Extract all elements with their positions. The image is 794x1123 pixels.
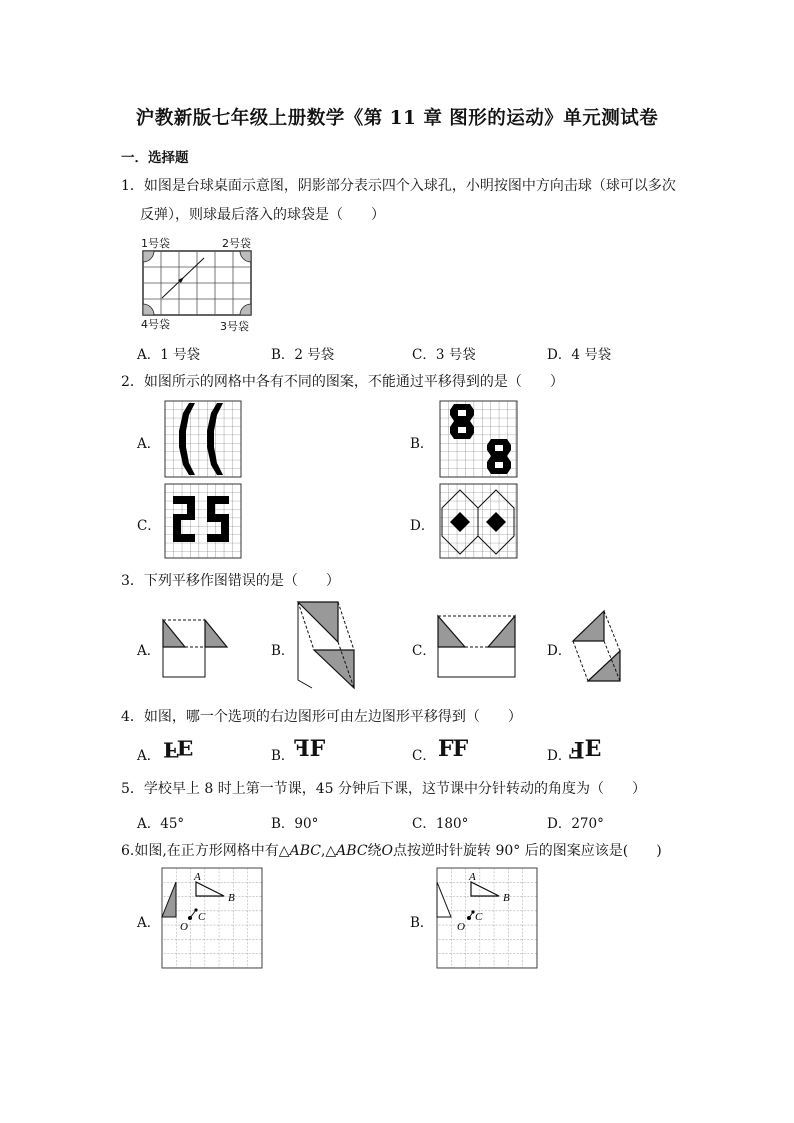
pocket-label-2: 2号袋 xyxy=(222,237,251,250)
q5-option-a[interactable]: A．45° xyxy=(137,816,185,832)
q1-text-line1: 1．如图是台球桌面示意图，阴影部分表示四个入球孔，小明按图中方向击球（球可以多次 xyxy=(121,178,676,194)
q2-option-d[interactable]: D． xyxy=(410,518,435,534)
q4-option-d[interactable]: D． xyxy=(547,748,572,764)
q3-option-b[interactable]: B． xyxy=(271,643,295,659)
q4-option-c[interactable]: C． xyxy=(412,748,436,764)
q5-text: 5．学校早上 8 时上第一节课，45 分钟后下课，这节课中分针转动的角度为（ ） xyxy=(121,781,646,797)
q1-option-d[interactable]: D．4 号袋 xyxy=(547,347,612,363)
q6-option-b[interactable]: B． xyxy=(410,915,434,931)
q6b-label-c: C xyxy=(475,911,483,923)
q6-text: 6.如图,在正方形网格中有△ABC,△ABC绕O点按逆时针旋转 90° 后的图案应该是( ) xyxy=(121,843,662,859)
q6a-label-b: B xyxy=(228,892,235,904)
q4-glyphs-c: FF xyxy=(438,736,468,762)
q5-option-d[interactable]: D．270° xyxy=(547,816,604,832)
q3-figure-d xyxy=(570,609,632,685)
q2-option-c[interactable]: C． xyxy=(137,518,161,534)
q4-option-a[interactable]: A． xyxy=(137,748,161,764)
pocket-label-4: 4号袋 xyxy=(141,318,170,331)
page-title: 沪教新版七年级上册数学《第 11 章 图形的运动》单元测试卷 xyxy=(135,108,659,129)
q4-text: 4．如图，哪一个选项的右边图形可由左边图形平移得到（ ） xyxy=(121,709,522,725)
q6a-label-o: O xyxy=(180,921,188,933)
q6-option-a[interactable]: A． xyxy=(137,915,161,931)
q6a-label-a: A xyxy=(194,871,201,883)
q6b-label-a: A xyxy=(469,871,476,883)
q2-figure-b xyxy=(440,401,517,477)
q4-glyphs-b: FF xyxy=(296,736,324,762)
q2-figure-d xyxy=(440,484,517,558)
q6a-label-c: C xyxy=(198,911,206,923)
q2-figure-c xyxy=(165,484,241,558)
q3-option-c[interactable]: C． xyxy=(412,643,436,659)
q6-figure-b xyxy=(437,868,537,968)
q2-option-b[interactable]: B． xyxy=(410,436,434,452)
q3-text: 3．下列平移作图错误的是（ ） xyxy=(121,573,340,589)
q5-option-b[interactable]: B．90° xyxy=(271,816,319,832)
q2-figure-a xyxy=(165,401,241,477)
q6-figure-a xyxy=(162,868,262,968)
q1-option-a[interactable]: A．1 号袋 xyxy=(137,347,201,363)
q3-figure-a xyxy=(160,617,232,679)
q2-text: 2．如图所示的网格中各有不同的图案，不能通过平移得到的是（ ） xyxy=(121,374,564,390)
q3-option-a[interactable]: A． xyxy=(137,643,161,659)
q3-figure-c xyxy=(435,613,519,681)
q4-glyphs-a: FE xyxy=(163,736,192,762)
q1-option-b[interactable]: B．2 号袋 xyxy=(271,347,335,363)
pocket-label-3: 3号袋 xyxy=(220,320,249,333)
q4-option-b[interactable]: B． xyxy=(271,748,295,764)
q1-option-c[interactable]: C．3 号袋 xyxy=(412,347,476,363)
q5-option-c[interactable]: C．180° xyxy=(412,816,469,832)
billiard-table-figure xyxy=(142,250,252,316)
q2-option-a[interactable]: A． xyxy=(137,436,161,452)
pocket-label-1: 1号袋 xyxy=(141,237,170,250)
q3-option-d[interactable]: D． xyxy=(547,643,572,659)
q4-glyphs-d: FE xyxy=(572,736,599,762)
q6b-label-o: O xyxy=(457,921,465,933)
q1-text-line2: 反弹），则球最后落入的球袋是（ ） xyxy=(140,207,385,223)
q6b-label-b: B xyxy=(503,892,510,904)
section-heading: 一．选择题 xyxy=(121,150,189,166)
q3-figure-b xyxy=(296,600,360,692)
